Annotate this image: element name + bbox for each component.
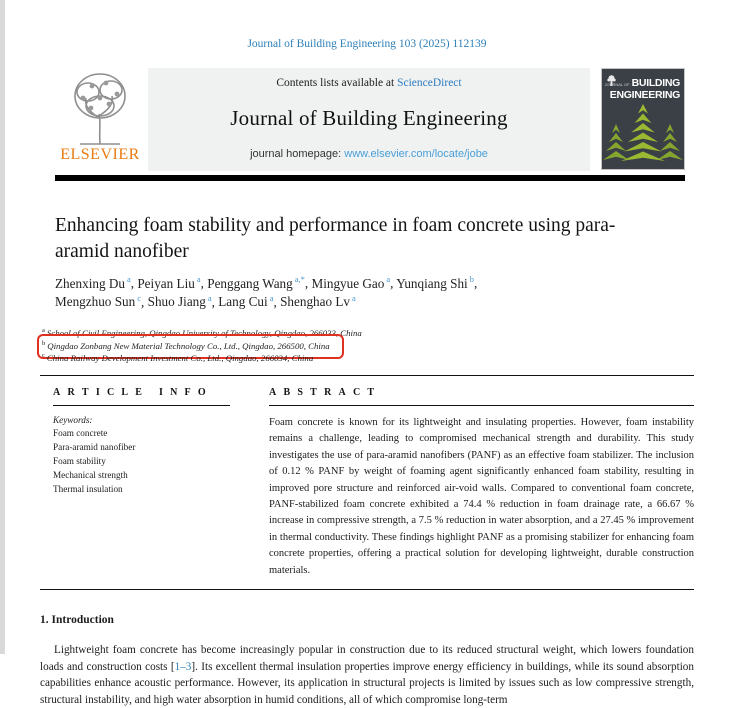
keyword-item: Thermal insulation xyxy=(53,483,230,497)
cover-trees-svg xyxy=(602,102,684,164)
citation-bracket-open: [ xyxy=(171,661,175,673)
keywords-list xyxy=(53,427,230,496)
author-affiliation-superscript[interactable]: a xyxy=(127,274,131,284)
author: Zhenxing Du $^a$ xyxy=(55,276,131,291)
abstract-column xyxy=(269,376,694,580)
affiliation: $^c$ China Railway Development Investment Co., Ltd., Qingdao, 266034, China xyxy=(42,351,729,364)
author-affiliation-superscript[interactable]: c xyxy=(137,293,141,303)
elsevier-tree-icon xyxy=(55,68,145,148)
author-affiliation-superscript[interactable]: b xyxy=(470,274,474,284)
masthead-divider-bar xyxy=(55,175,685,181)
author: Shuo Jiang $^a$ xyxy=(148,294,212,309)
keywords-label: Keywords: xyxy=(53,414,230,428)
affiliation-list xyxy=(42,326,729,364)
sciencedirect-link[interactable]: ScienceDirect xyxy=(397,77,462,89)
citation-link[interactable]: 1–3 xyxy=(175,661,192,673)
abstract-text: Foam concrete is known for its lightweight and insulating properties. However, foam instability remains a challenge, leading to compromised mechanical strength and durability. This study investigates the use of para-aramid nanofibers (PANF) as an effective foam stabilizer. The inclusion of 0.12 % PANF by weight of foaming agent significantly enhanced foam stability, resulting in improved pore structure and reinforced air-void walls. Compared to conventional foam concrete, PANF-stabilized foam concrete exhibited a 74.4 % reduction in foam drainage rate, a 66.67 % increase in compressive strength, a 7.5 % reduction in water absorption, and a 27.45 % improvement in thermal conductivity. These findings highlight PANF as a promising stabilizer for enhancing foam concrete properties, offering a practical solution for developing lightweight, durable construction materials. xyxy=(269,415,694,580)
info-abstract-section xyxy=(40,376,694,591)
abstract-heading: A B S T R A C T xyxy=(269,376,694,406)
author: Mengzhuo Sun $^c$ xyxy=(55,294,141,309)
elsevier-wordmark: ELSEVIER xyxy=(55,146,145,164)
article-info-column xyxy=(40,376,230,580)
author: Peiyan Liu $^a$ xyxy=(137,276,200,291)
introduction-heading: 1. Introduction xyxy=(40,614,694,626)
journal-cover-thumbnail[interactable] xyxy=(601,68,685,170)
article-info-heading: A R T I C L E I N F O xyxy=(53,376,230,406)
intro-text-after-citation: . Its excellent thermal insulation properties improve energy efficiency in buildings, while its sound absorption capabilities enhance acoustic performance. However, its application in structural projects is limited by issues such as low compressive strength, structural instability, and high water absorption in humid conditions, all of which compromise long-term xyxy=(40,661,694,706)
author-affiliation-superscript[interactable]: a xyxy=(270,293,274,303)
homepage-link[interactable]: www.elsevier.com/locate/jobe xyxy=(344,148,488,160)
author: Shenghao Lv $^a$ xyxy=(280,294,356,309)
contents-list-line xyxy=(152,77,586,89)
keyword-item: Para-aramid nanofiber xyxy=(53,441,230,455)
cover-journal-of: JOURNAL OF xyxy=(604,82,629,87)
author-affiliation-superscript[interactable]: a xyxy=(352,293,356,303)
author: Mingyue Gao $^a$ xyxy=(311,276,390,291)
elsevier-logo[interactable] xyxy=(55,68,145,173)
author: Penggang Wang $^{a,*}$ xyxy=(207,276,305,291)
cover-title-line1: BUILDING xyxy=(632,77,680,89)
intro-text-before-citation: Lightweight foam concrete has become increasingly popular in construction due to its reduced structural weight, which lowers foundation loads and construction costs xyxy=(40,644,694,672)
homepage-line xyxy=(152,148,586,160)
author-affiliation-superscript[interactable]: a xyxy=(386,274,390,284)
cover-trees-graphic xyxy=(602,102,684,169)
keyword-item: Foam stability xyxy=(53,455,230,469)
author: Lang Cui $^a$ xyxy=(218,294,273,309)
citation-bracket-close: ] xyxy=(191,661,195,673)
keyword-item: Foam concrete xyxy=(53,427,230,441)
journal-citation-header[interactable]: Journal of Building Engineering 103 (2025) 112139 xyxy=(5,38,729,50)
author-affiliation-superscript[interactable]: a xyxy=(197,274,201,284)
author-affiliation-superscript[interactable]: a,* xyxy=(295,274,305,284)
introduction-paragraph xyxy=(40,642,694,708)
author: Yunqiang Shi $^b$ xyxy=(396,276,474,291)
journal-masthead xyxy=(55,68,685,173)
affiliation: $^a$ School of Civil Engineering, Qingdao University of Technology, Qingdao, 266033, China xyxy=(42,326,729,339)
author-list: Zhenxing Du $^a$, Peiyan Liu $^a$, Penggang Wang $^{a,*}$, Mingyue Gao $^a$, Yunqiang Shi $^b$, Mengzhuo Sun $^c$, Shuo Jiang $^a$, Lang Cui $^a$, Shenghao Lv $^a$ xyxy=(55,274,615,311)
masthead-journal-title: Journal of Building Engineering xyxy=(152,106,586,131)
article-title: Enhancing foam stability and performance in foam concrete using para-aramid nanofiber xyxy=(55,213,630,264)
masthead-center-panel xyxy=(148,68,590,171)
author-affiliation-superscript[interactable]: a xyxy=(208,293,212,303)
article-page xyxy=(5,0,729,654)
affiliation-highlighted: $^b$ Qingdao Zonbang New Material Technology Co., Ltd., Qingdao, 266500, China xyxy=(42,339,729,352)
contents-prefix: Contents lists available at xyxy=(276,77,397,89)
keyword-item: Mechanical strength xyxy=(53,469,230,483)
cover-title xyxy=(604,78,680,100)
keywords-block xyxy=(53,414,230,497)
homepage-prefix: journal homepage: xyxy=(250,148,344,160)
cover-title-line2: ENGINEERING xyxy=(610,89,680,101)
